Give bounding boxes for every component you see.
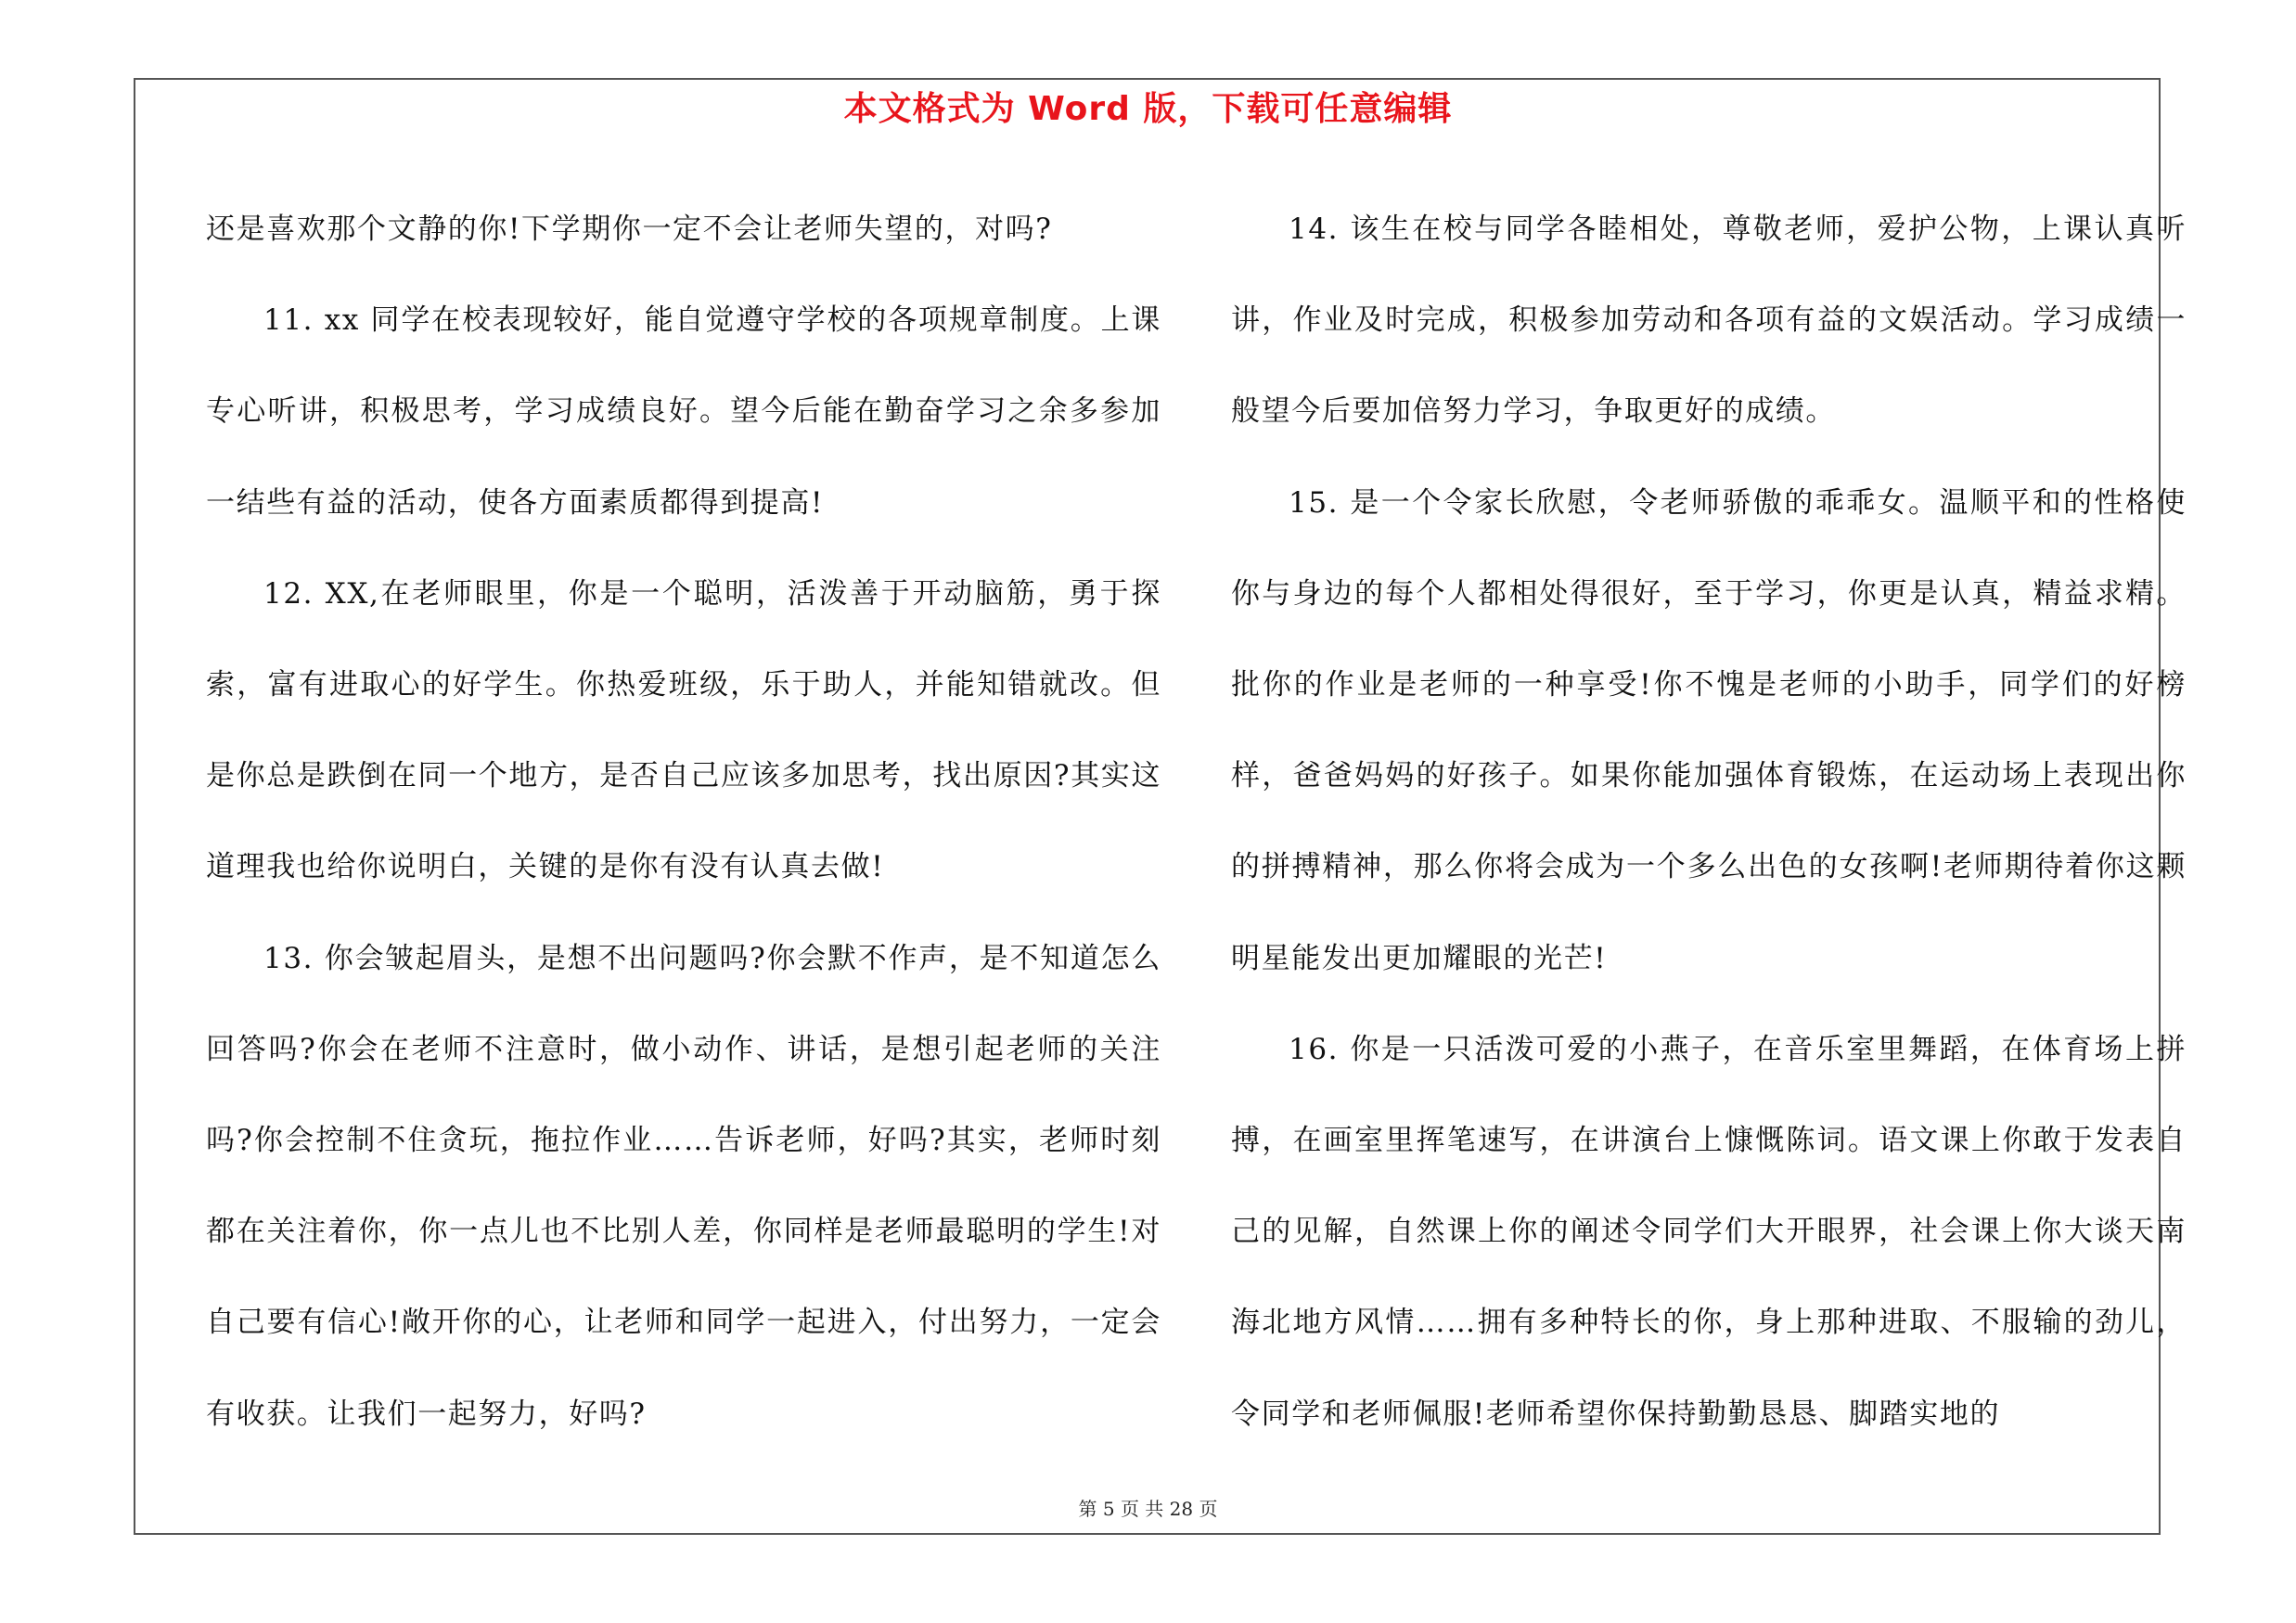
paragraph-12: 12. XX,在老师眼里，你是一个聪明，活泼善于开动脑筋，勇于探索，富有进取心的好学生。你热爱班级，乐于助人，并能知错就改。但是你总是跌倒在同一个地方，是否自己应该多加思考，找出原因?其实这道理我也给你说明白，关键的是你有没有认真去做! <box>206 576 1161 884</box>
paragraph-14: 14. 该生在校与同学各睦相处，尊敬老师，爱护公物，上课认真听讲，作业及时完成，积极参加劳动和各项有益的文娱活动。学习成绩一般望今后要加倍努力学习，争取更好的成绩。 <box>1231 213 2187 429</box>
paragraph-15: 15. 是一个令家长欣慰，令老师骄傲的乖乖女。温顺平和的性格使你与身边的每个人都相处得很好，至于学习，你更是认真，精益求精。批你的作业是老师的一种享受!你不愧是老师的小助手，同学们的好榜样，爸爸妈妈的好孩子。如果你能加强体育锻炼，在运动场上表现出你的拼搏精神，那么你将会成为一个多么出色的女孩啊!老师期待着你这颗明星能发出更加耀眼的光芒! <box>1231 485 2187 975</box>
paragraph-continuation: 还是喜欢那个文静的你!下学期你一定不会让老师失望的，对吗? <box>206 213 1053 246</box>
paragraph-16: 16. 你是一只活泼可爱的小燕子，在音乐室里舞蹈，在体育场上拼搏，在画室里挥笔速写，在讲演台上慷慨陈词。语文课上你敢于发表自己的见解，自然课上你的阐述令同学们大开眼界，社会课上你大谈天南海北地方风情……拥有多种特长的你，身上那种进取、不服输的劲儿，令同学和老师佩服!老师希望你保持勤勤恳恳、脚踏实地的 <box>1231 1032 2187 1431</box>
paragraph-11: 11. xx 同学在校表现较好，能自觉遵守学校的各项规章制度。上课专心听讲，积极思考，学习成绩良好。望今后能在勤奋学习之余多参加一结些有益的活动，使各方面素质都得到提高! <box>206 303 1161 520</box>
right-column <box>1231 184 2187 1460</box>
paragraph-13: 13. 你会皱起眉头，是想不出问题吗?你会默不作声，是不知道怎么回答吗?你会在老师不注意时，做小动作、讲话，是想引起老师的关注吗?你会控制不住贪玩，拖拉作业……告诉老师，好吗?其实，老师时刻都在关注着你，你一点儿也不比别人差，你同样是老师最聪明的学生!对自己要有信心!敞开你的心，让老师和同学一起进入，付出努力，一定会有收获。让我们一起努力，好吗? <box>206 941 1161 1431</box>
format-banner: 本文格式为 Word 版，下载可任意编辑 <box>843 90 1453 128</box>
page-number-footer: 第 5 页 共 28 页 <box>1078 1498 1218 1520</box>
left-column <box>206 184 1161 1460</box>
